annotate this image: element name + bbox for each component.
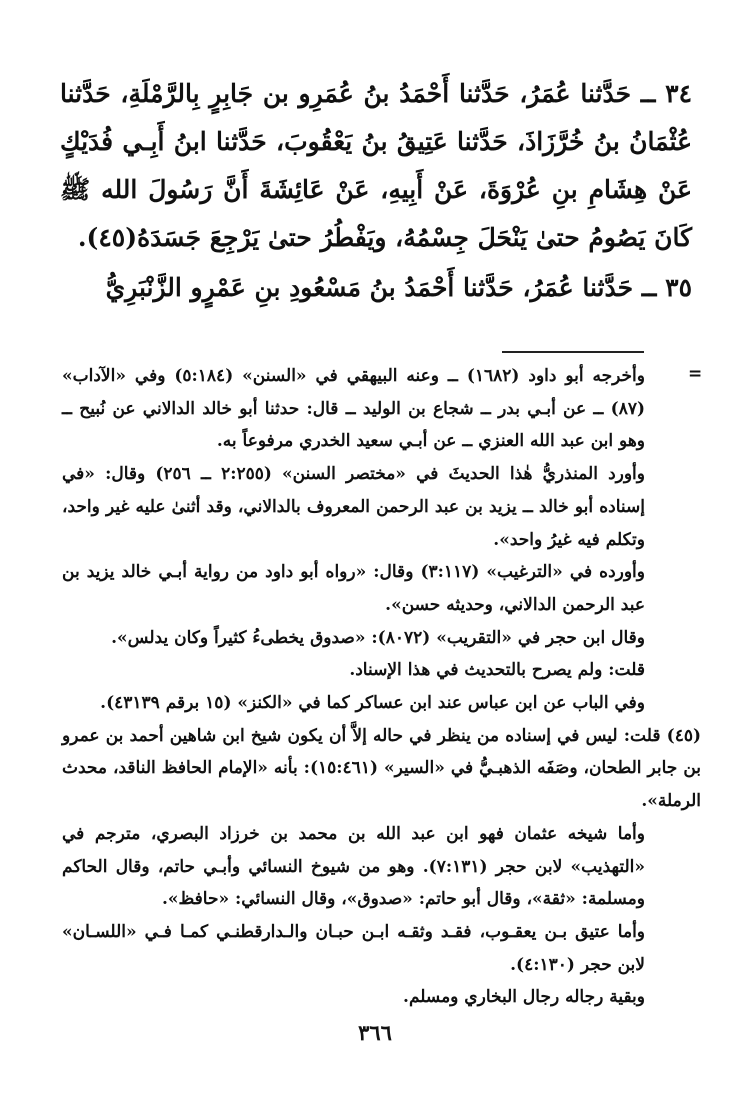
footnote-line: وأخرجه أبو داود (١٦٨٢) ــ وعنه البيهقي في «السنن» (٥:١٨٤) وفي «الآداب» (٨٧) ــ عن أبـي بدر ــ شجاع بن الوليد ــ قال: حدثنا أبو خالد الدالاني عن نُبيح ــ وهو ابن عبد الله العنزي ــ عن أبـي سعيد الخدري مرفوعاً به. bbox=[62, 366, 645, 452]
page-number: ٣٦٦ bbox=[358, 1020, 392, 1045]
footnote-line: وأما عتيق بـن يعقـوب، فقـد وثقـه ابـن حبـان والـدارقطنـي كمـا فـي «اللسـان» لابن حجر (٤:١٣٠). bbox=[62, 921, 645, 975]
footnote-45: (٤٥) قلت: ليس في إسناده من ينظر في حاله إلاَّ أن يكون شيخ ابن شاهين أحمد بن عمرو بن جابر الطحان، وصَفَه الذهبـيُّ في «السير» (١٥:٤٦١): بأنه «الإمام الحافظ الناقد، محدث الرملة». bbox=[62, 725, 701, 812]
footnote-line: وأما شيخه عثمان فهو ابن عبد الله بن محمد بن خرزاد البصري، مترجم في «التهذيب» لابن حجر (٧:١٣١). وهو من شيوخ النسائي وأبـي حاتم، وقال الحاكم ومسلمة: «ثقة»، وقال أبو حاتم: «صدوق»، وقال النسائي: «حافظ». bbox=[62, 823, 645, 910]
footnote-line: وأورده في «الترغيب» (٣:١١٧) وقال: «رواه أبو داود من رواية أبـي خالد يزيد بن عبد الرحمن الدالاني، وحديثه حسن». bbox=[62, 562, 645, 615]
hadith-34: ٣٤ ــ حَدَّثنا عُمَرُ، حَدَّثنا أَحْمَدُ بنُ عُمَرِو بن جَابِرٍ بِالرَّمْلَةِ، حَدَّثنا عُثْمَانُ بنُ خُرَّزَاذَ، حَدَّثنا عَتِيقُ بنُ يَعْقُوبَ، حَدَّثنا ابنُ أَبِـي فُدَيْكٍ عَنْ هِشَامِ بنِ عُرْوَةَ، عَنْ أَبِيهِ، عَنْ عَائِشَةَ أَنَّ رَسُولَ الله ﷺ كَانَ يَصُومُ حتىٰ يَنْحَلَ جِسْمُهُ، ويَفْطُرُ حتىٰ يَرْجِعَ جَسَدَهُ(٤٥). bbox=[60, 79, 692, 252]
footnote-line: وفي الباب عن ابن عباس عند ابن عساكر كما في «الكنز» (١٥ برقم ٤٣١٣٩). bbox=[100, 693, 645, 714]
main-text bbox=[60, 70, 692, 312]
footnote-line: وأورد المنذريُّ هٰذا الحديثَ في «مختصر السنن» (٢:٢٥٥ ــ ٢٥٦) وقال: «في إسناده أبو خالد ــ يزيد بن عبد الرحمن المعروف بالدالاني، وقد أثنىٰ عليه غير واحد، وتكلم فيه غيرُ واحد». bbox=[62, 464, 645, 550]
footnote-line: وبقية رجاله رجال البخاري ومسلم. bbox=[403, 987, 645, 1008]
hadith-35: ٣٥ ــ حَدَّثنا عُمَرُ، حَدَّثنا أَحْمَدُ بنُ مَسْعُودِ بنِ عَمْرٍو الزَّنْبَرِيُّ bbox=[105, 273, 692, 302]
footnote-continuation-mark: = bbox=[688, 364, 703, 384]
footnote-line: قلت: ولم يصرح بالتحديث في هذا الإسناد. bbox=[349, 660, 645, 681]
footnote-line: وقال ابن حجر في «التقريب» (٨٠٧٢): «صدوق يخطىءُ كثيراً وكان يدلس». bbox=[111, 627, 645, 648]
footnote-separator bbox=[502, 351, 644, 353]
footnotes bbox=[62, 360, 701, 1014]
